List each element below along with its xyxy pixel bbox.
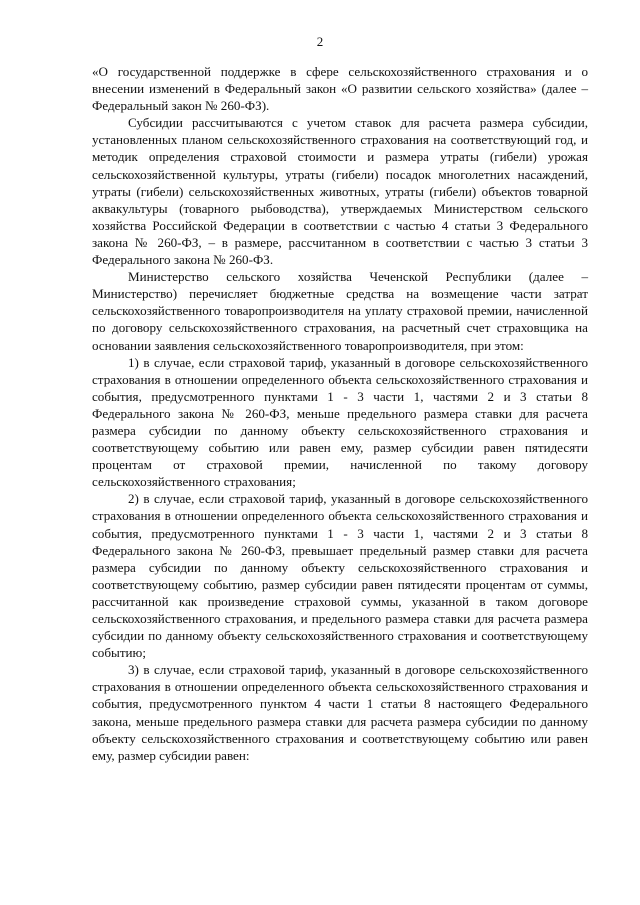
document-body — [92, 63, 588, 764]
paragraph-ministry-transfer: Министерство сельского хозяйства Чеченской Республики (далее – Министерство) перечисляет бюджетные средства на возмещение части затрат сельскохозяйственного товаропроизводителя на уплату страховой премии, начисленной по договору сельскохозяйственного страхования, на расчетный счет страховщика на основании заявления сельскохозяйственного товаропроизводителя, при этом: — [92, 269, 588, 353]
paragraph-subsidy-calculation: Субсидии рассчитываются с учетом ставок для расчета размера субсидии, установленных планом сельскохозяйственного страхования на соответствующий год, и методик определения страховой стоимости и размера утраты (гибели) урожая сельскохозяйственной культуры, утраты (гибели) посадок многолетних насаждений, утраты (гибели) сельскохозяйственных животных, утраты (гибели) объектов товарной аквакультуры (товарного рыбоводства), утверждаемых Министерством сельского хозяйства Российской Федерации в соответствии с частью 4 статьи 3 Федерального закона № 260-ФЗ, – в размере, рассчитанном в соответствии с частью 3 статьи 3 Федерального закона № 260-ФЗ. — [92, 115, 588, 268]
list-item-1: 1) в случае, если страховой тариф, указанный в договоре сельскохозяйственного страхования в отношении определенного объекта сельскохозяйственного страхования и события, предусмотренного пунктами 1 - 3 части 1, частями 2 и 3 статьи 8 Федерального закона № 260-ФЗ, меньше предельного размера ставки для расчета размера субсидии по данному объекту сельскохозяйственного страхования и соответствующему событию или равен ему, размер субсидии равен пятидесяти процентам от страховой премии, начисленной по такому договору сельскохозяйственного страхования; — [92, 354, 588, 490]
list-item-2: 2) в случае, если страховой тариф, указанный в договоре сельскохозяйственного страхования в отношении определенного объекта сельскохозяйственного страхования и события, предусмотренного пунктами 1 - 3 части 1, частями 2 и 3 статьи 8 Федерального закона № 260-ФЗ, превышает предельный размер ставки для расчета размера субсидии по данному объекту сельскохозяйственного страхования и соответствующему событию, размер субсидии равен пятидесяти процентам от суммы, рассчитанной как произведение страховой суммы, указанной в таком договоре сельскохозяйственного страхования, и предельного размера ставки для расчета размера субсидии по данному объекту сельскохозяйственного страхования и соответствующему событию; — [92, 491, 588, 661]
paragraph-continuation: «О государственной поддержке в сфере сельскохозяйственного страхования и о внесении изменений в Федеральный закон «О развитии сельского хозяйства» (далее – Федеральный закон № 260-ФЗ). — [92, 64, 588, 114]
page-number: 2 — [316, 34, 324, 49]
list-item-3: 3) в случае, если страховой тариф, указанный в договоре сельскохозяйственного страхования в отношении определенного объекта сельскохозяйственного страхования и события, предусмотренного пунктом 4 части 1 статьи 8 настоящего Федерального закона, меньше предельного размера ставки для расчета размера субсидии по данному объекту сельскохозяйственного страхования и соответствующему событию или равен ему, размер субсидии равен: — [92, 662, 588, 763]
